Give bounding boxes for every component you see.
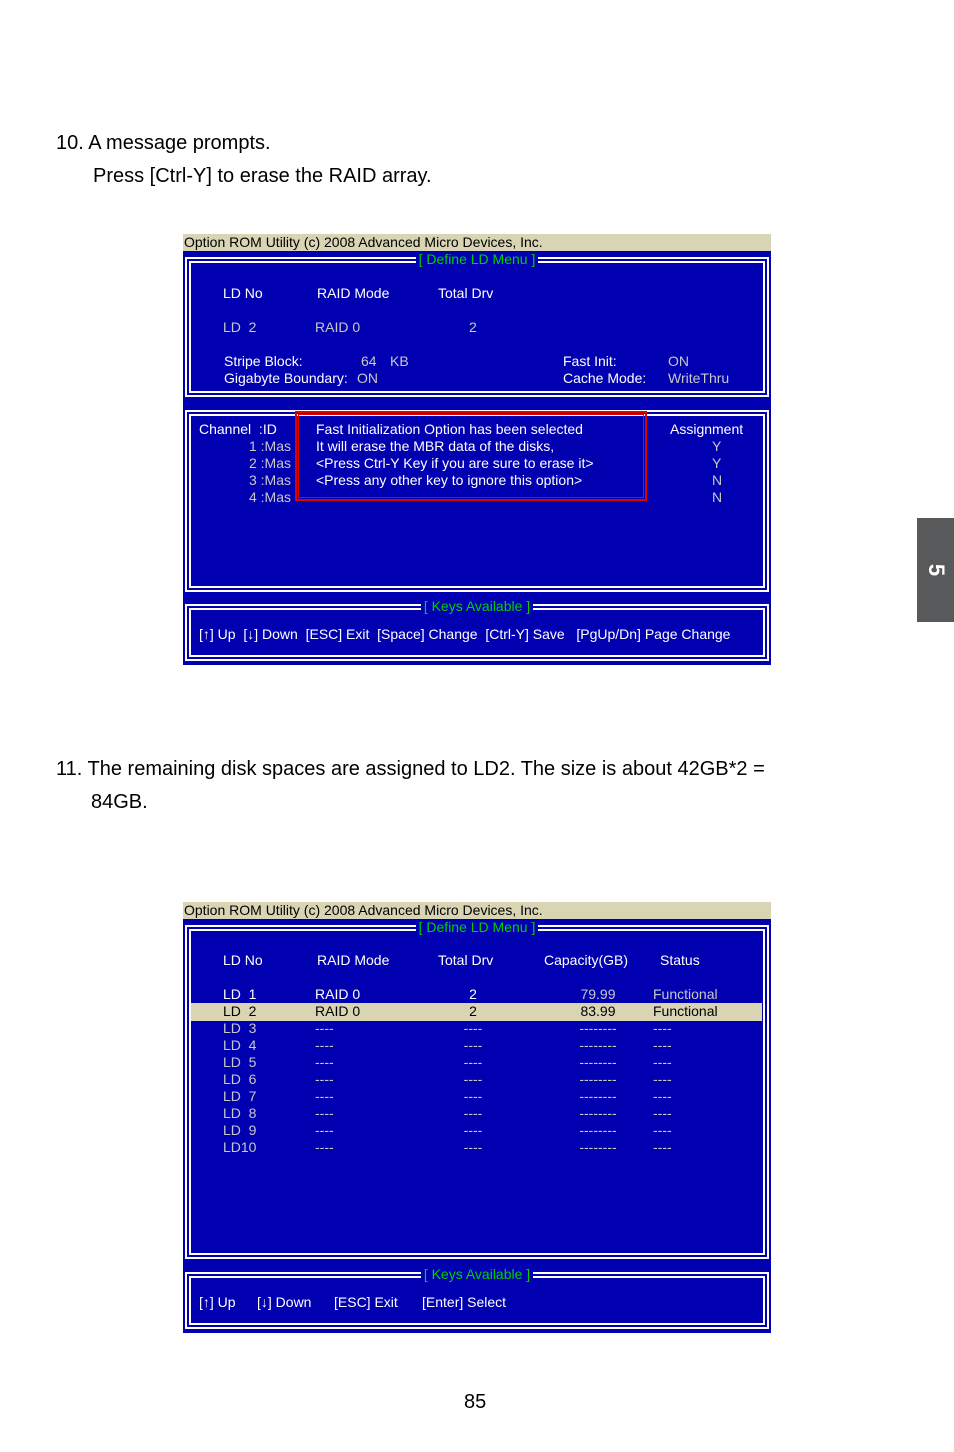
ld-no-cell: LD 1 — [223, 986, 257, 1002]
total-drv-cell: ---- — [463, 1139, 483, 1155]
raid-mode-cell: ---- — [315, 1054, 334, 1070]
total-drv-cell: ---- — [463, 1037, 483, 1053]
raid-mode-cell: RAID 0 — [315, 986, 361, 1002]
key-hint-down: [↓] Down — [257, 1294, 312, 1310]
capacity-cell: -------- — [579, 1071, 617, 1087]
raid-mode-cell: ---- — [315, 1020, 334, 1036]
warning-line: <Press any other key to ignore this option> — [316, 472, 583, 488]
header-total-drv: Total Drv — [438, 285, 494, 301]
keys-panel-title — [187, 1266, 767, 1282]
chapter-tab — [917, 518, 954, 622]
ld-no-cell: LD 2 — [223, 1003, 257, 1019]
channel-row: 1 :Mas — [248, 438, 291, 454]
total-drv-cell: ---- — [463, 1054, 483, 1070]
raid-mode-value[interactable]: RAID 0 — [315, 319, 361, 335]
status-cell: ---- — [653, 1105, 672, 1121]
total-drv-cell: ---- — [463, 1088, 483, 1104]
total-drv-value[interactable]: 2 — [469, 319, 477, 335]
stripe-block-unit: KB — [390, 353, 409, 369]
raid-mode-cell: ---- — [315, 1071, 334, 1087]
header-ld-no: LD No — [223, 952, 263, 968]
ld-no-cell: LD10 — [223, 1139, 257, 1155]
fast-init-label: Fast Init: — [563, 353, 617, 369]
channel-row: 2 :Mas — [248, 455, 291, 471]
ld-no-cell: LD 8 — [223, 1105, 257, 1121]
bios-title-bar — [183, 234, 771, 251]
status-cell: ---- — [653, 1037, 672, 1053]
header-capacity: Capacity(GB) — [544, 952, 629, 968]
step-10-line-1: 10. A message prompts. — [56, 132, 271, 154]
raid-mode-cell: RAID 0 — [315, 1003, 361, 1019]
warning-line: Fast Initialization Option has been selected — [316, 421, 583, 437]
define-ld-panel-title — [187, 251, 767, 267]
keys-available-label: [ Keys Available ] — [421, 1266, 533, 1282]
header-status: Status — [660, 952, 700, 968]
capacity-cell: -------- — [579, 1139, 617, 1155]
step-11-line-1: 11. The remaining disk spaces are assigned to LD2. The size is about 42GB*2 = — [56, 758, 765, 780]
key-hint-up: [↑] Up — [199, 1294, 236, 1310]
assignment-value[interactable]: N — [712, 489, 723, 505]
header-ld-no: LD No — [223, 285, 263, 301]
key-hint-enter: [Enter] Select — [422, 1294, 507, 1310]
status-cell: Functional — [653, 986, 718, 1002]
gigabyte-boundary-label: Gigabyte Boundary: — [224, 370, 348, 386]
total-drv-cell: ---- — [463, 1020, 483, 1036]
bios-screen-2 — [183, 902, 771, 1333]
bios-title: Option ROM Utility (c) 2008 Advanced Micro Devices, Inc. — [184, 902, 543, 918]
capacity-cell: -------- — [579, 1105, 617, 1121]
step-10-line-2: Press [Ctrl-Y] to erase the RAID array. — [93, 165, 432, 187]
capacity-cell: 79.99 — [580, 986, 616, 1002]
cache-mode-label: Cache Mode: — [563, 370, 647, 386]
capacity-cell: -------- — [579, 1037, 617, 1053]
keys-available-label: [ Keys Available ] — [421, 598, 533, 614]
raid-mode-cell: ---- — [315, 1037, 334, 1053]
chapter-number: 5 — [923, 563, 949, 577]
capacity-cell: -------- — [579, 1054, 617, 1070]
raid-mode-cell: ---- — [315, 1105, 334, 1121]
status-cell: ---- — [653, 1071, 672, 1087]
status-cell: ---- — [653, 1020, 672, 1036]
channel-id-header: Channel :ID — [199, 421, 277, 437]
ld-no-cell: LD 6 — [223, 1071, 257, 1087]
channel-row: 4 :Mas — [248, 489, 291, 505]
assignment-value[interactable]: Y — [712, 455, 722, 471]
fast-init-value[interactable]: ON — [668, 353, 689, 369]
raid-mode-cell: ---- — [315, 1088, 334, 1104]
warning-line: <Press Ctrl-Y Key if you are sure to erase it> — [316, 455, 594, 471]
total-drv-cell: 2 — [469, 1003, 477, 1019]
total-drv-cell: ---- — [463, 1071, 483, 1087]
key-hints: [↑] Up [↓] Down [ESC] Exit [Space] Change [Ctrl-Y] Save [PgUp/Dn] Page Change — [199, 626, 731, 642]
cache-mode-value[interactable]: WriteThru — [668, 370, 730, 386]
bios-title-bar — [183, 902, 771, 919]
capacity-cell: -------- — [579, 1020, 617, 1036]
status-cell: ---- — [653, 1054, 672, 1070]
define-ld-panel-title — [187, 919, 767, 935]
total-drv-cell: ---- — [463, 1105, 483, 1121]
bios-screen-1 — [183, 234, 771, 665]
step-11-line-2: 84GB. — [91, 791, 148, 813]
stripe-block-label: Stripe Block: — [224, 353, 303, 369]
total-drv-cell: 2 — [469, 986, 477, 1002]
capacity-cell: -------- — [579, 1088, 617, 1104]
channel-row: 3 :Mas — [248, 472, 291, 488]
total-drv-cell: ---- — [463, 1122, 483, 1138]
warning-line: It will erase the MBR data of the disks, — [316, 438, 555, 454]
header-raid-mode: RAID Mode — [317, 285, 390, 301]
keys-panel-title — [187, 598, 767, 614]
ld-no-cell: LD 5 — [223, 1054, 257, 1070]
ld-no-cell: LD 4 — [223, 1037, 257, 1053]
ld-no-cell: LD 7 — [223, 1088, 257, 1104]
define-ld-menu-label: [ Define LD Menu ] — [416, 919, 539, 935]
ld-no-cell: LD 3 — [223, 1020, 257, 1036]
capacity-cell: 83.99 — [580, 1003, 616, 1019]
bios-title: Option ROM Utility (c) 2008 Advanced Micro Devices, Inc. — [184, 234, 543, 250]
assignment-value[interactable]: N — [712, 472, 723, 488]
assignment-value[interactable]: Y — [712, 438, 722, 454]
assignment-header: Assignment — [670, 421, 744, 437]
stripe-block-value[interactable]: 64 — [361, 353, 377, 369]
header-total-drv: Total Drv — [438, 952, 494, 968]
raid-mode-cell: ---- — [315, 1139, 334, 1155]
header-raid-mode: RAID Mode — [317, 952, 390, 968]
ld-no-value[interactable]: LD 2 — [223, 319, 257, 335]
ld-no-cell: LD 9 — [223, 1122, 257, 1138]
status-cell: Functional — [653, 1003, 718, 1019]
status-cell: ---- — [653, 1122, 672, 1138]
raid-mode-cell: ---- — [315, 1122, 334, 1138]
key-hint-esc: [ESC] Exit — [334, 1294, 398, 1310]
define-ld-menu-label: [ Define LD Menu ] — [416, 251, 539, 267]
gigabyte-boundary-value[interactable]: ON — [357, 370, 378, 386]
capacity-cell: -------- — [579, 1122, 617, 1138]
status-cell: ---- — [653, 1139, 672, 1155]
status-cell: ---- — [653, 1088, 672, 1104]
page-number: 85 — [464, 1391, 487, 1413]
